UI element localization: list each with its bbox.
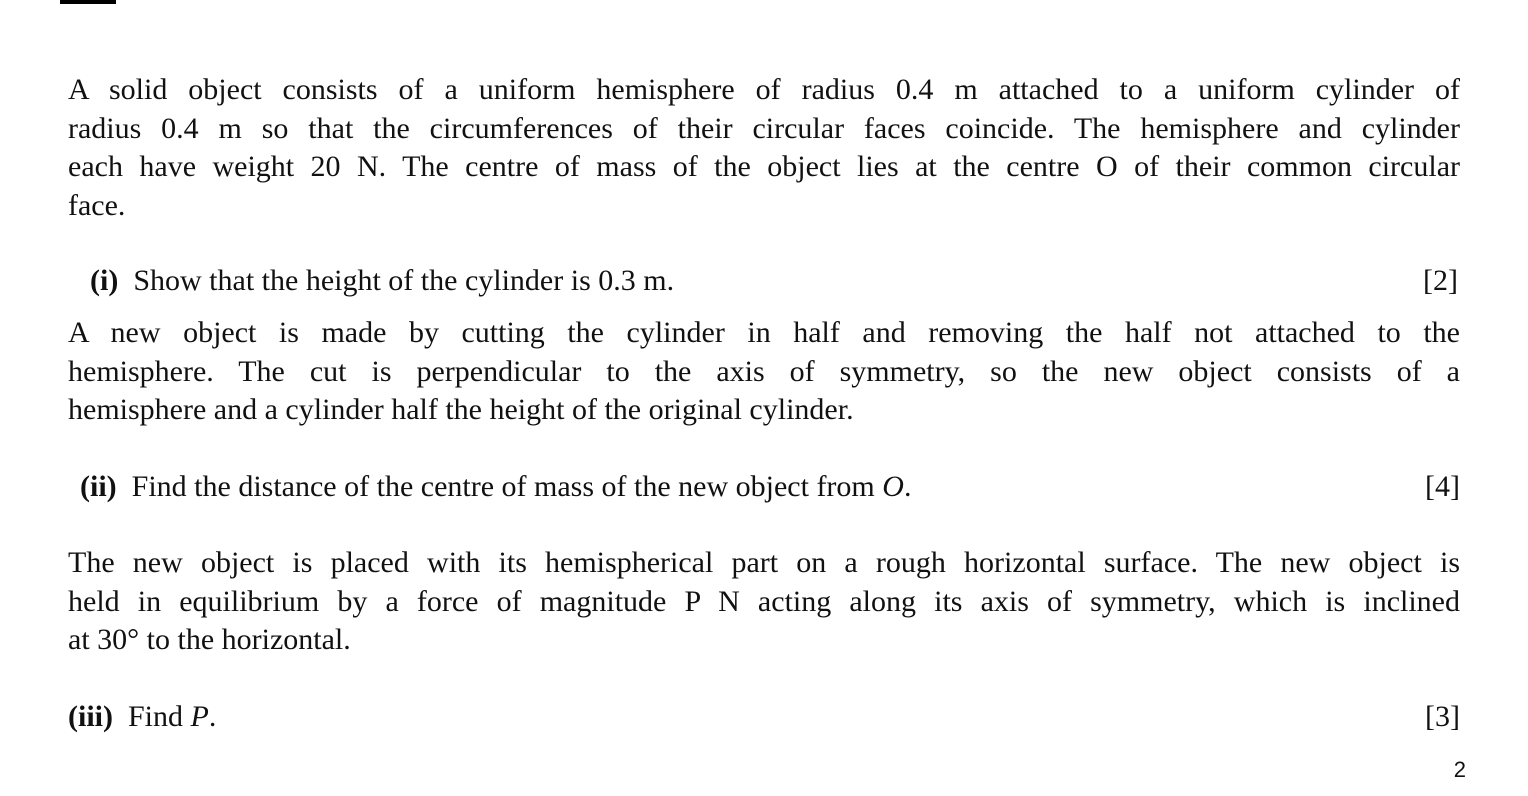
- question-i-text: Show that the height of the cylinder is 0.3 m.: [133, 264, 675, 297]
- question-i-marks: [2]: [1423, 264, 1458, 297]
- question-i: [90, 262, 674, 300]
- final-line-2: held in equilibrium by a force of magnitude P N acting along its axis of symmetry, which is inclined: [68, 584, 1460, 618]
- middle-line-2: hemisphere. The cut is perpendicular to the axis of symmetry, so the new object consists of a: [68, 354, 1460, 388]
- intro-line-3: each have weight 20 N. The centre of mass of the object lies at the centre O of their common circular: [68, 150, 1460, 183]
- intro-line-2: radius 0.4 m so that the circumferences of their circular faces coincide. The hemisphere and cylinder: [68, 111, 1460, 145]
- intro-line-4: face.: [68, 188, 126, 222]
- question-ii-text: Find the distance of the centre of mass of the new object from: [131, 470, 883, 503]
- question-iii-symbol: P: [190, 700, 209, 733]
- final-paragraph: [68, 544, 1460, 660]
- question-iii-number: (iii): [68, 700, 113, 733]
- question-iii: [68, 698, 216, 736]
- intro-line-1: A solid object consists of a uniform hemisphere of radius 0.4 m attached to a uniform cylinder of: [68, 73, 1460, 106]
- question-ii-symbol: O: [882, 470, 904, 503]
- page-number: 2: [1453, 757, 1466, 782]
- question-ii-marks: [4]: [1425, 470, 1460, 503]
- middle-line-1: A new object is made by cutting the cylinder in half and removing the half not attached to the: [68, 316, 1460, 349]
- final-line-1: The new object is placed with its hemispherical part on a rough horizontal surface. The new object is: [68, 546, 1460, 579]
- final-line-3: at 30° to the horizontal.: [68, 623, 351, 656]
- question-ii: [80, 468, 911, 506]
- question-iii-period: .: [208, 700, 217, 733]
- question-ii-period: .: [903, 470, 912, 503]
- middle-paragraph: [68, 314, 1460, 430]
- intro-paragraph: [68, 71, 1460, 225]
- page-corner-mark: [60, 0, 116, 4]
- question-iii-text: Find: [128, 700, 191, 733]
- middle-line-3: hemisphere and a cylinder half the height of the original cylinder.: [68, 393, 854, 426]
- question-i-number: (i): [90, 264, 119, 297]
- question-ii-number: (ii): [80, 470, 117, 503]
- question-iii-marks: [3]: [1425, 700, 1460, 733]
